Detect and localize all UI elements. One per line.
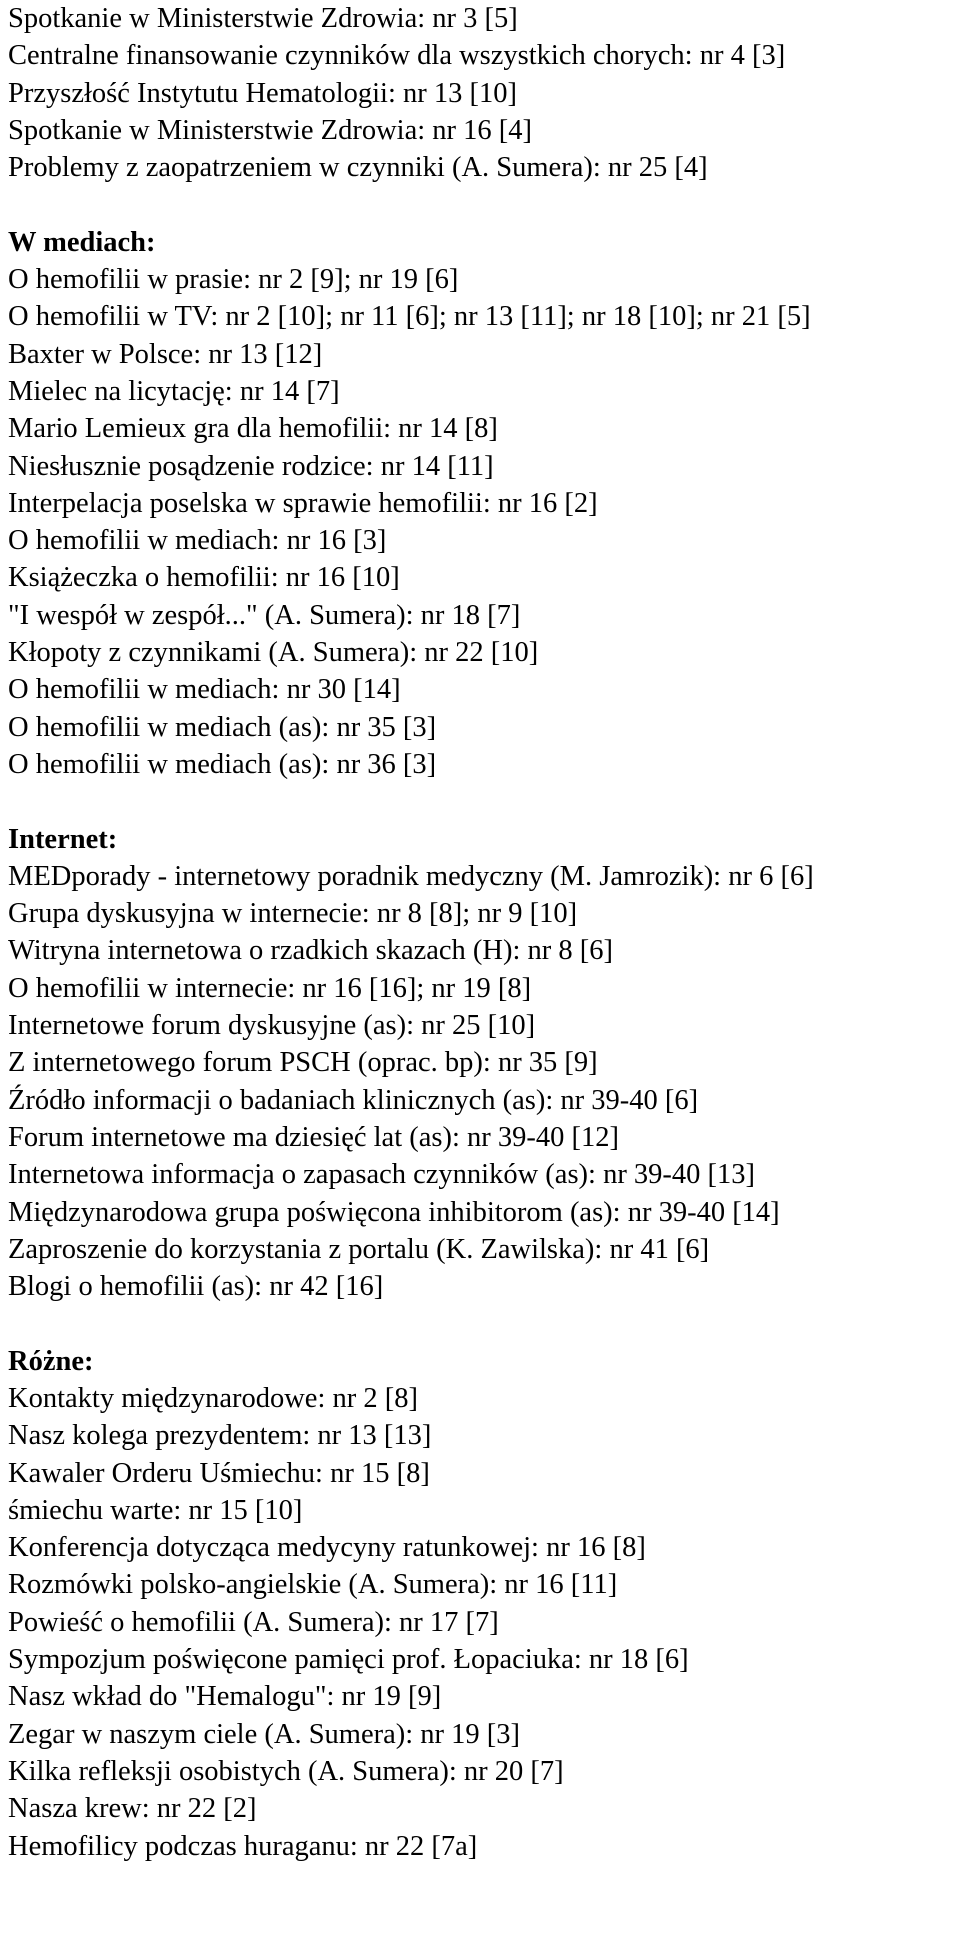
index-entry: "I wespół w zespół..." (A. Sumera): nr 18 [7] bbox=[8, 599, 521, 631]
index-entry: Spotkanie w Ministerstwie Zdrowia: nr 3 [5] bbox=[8, 3, 518, 34]
index-entry: O hemofilii w mediach (as): nr 36 [3] bbox=[8, 748, 437, 780]
index-entry: Blogi o hemofilii (as): nr 42 [16] bbox=[8, 1271, 384, 1303]
index-entry: Źródło informacji o badaniach klinicznych (as): nr 39-40 [6] bbox=[8, 1084, 699, 1116]
section-heading: Różne: bbox=[8, 1345, 94, 1377]
index-entry: MEDporady - internetowy poradnik medyczny (M. Jamrozik): nr 6 [6] bbox=[8, 860, 814, 892]
index-entry: Internetowa informacja o zapasach czynników (as): nr 39-40 [13] bbox=[8, 1159, 756, 1191]
index-entry: Powieść o hemofilii (A. Sumera): nr 17 [7] bbox=[8, 1606, 499, 1638]
index-entry: Kłopoty z czynnikami (A. Sumera): nr 22 [10] bbox=[8, 637, 539, 669]
index-entry: Rozmówki polsko-angielskie (A. Sumera): nr 16 [11] bbox=[8, 1569, 618, 1601]
index-entry: Hemofilicy podczas huraganu: nr 22 [7a] bbox=[8, 1830, 478, 1862]
index-entry: Książeczka o hemofilii: nr 16 [10] bbox=[8, 562, 400, 594]
index-entry: Kontakty międzynarodowe: nr 2 [8] bbox=[8, 1382, 418, 1414]
index-entry: O hemofilii w TV: nr 2 [10]; nr 11 [6]; nr 13 [11]; nr 18 [10]; nr 21 [5] bbox=[8, 301, 811, 333]
section-gap bbox=[8, 186, 960, 223]
index-entry: Centralne finansowanie czynników dla wszystkich chorych: nr 4 [3] bbox=[8, 40, 786, 72]
index-entry: Forum internetowe ma dziesięć lat (as): nr 39-40 [12] bbox=[8, 1121, 619, 1153]
index-entry: Witryna internetowa o rzadkich skazach (H): nr 8 [6] bbox=[8, 935, 614, 967]
index-entry: Mielec na licytację: nr 14 [7] bbox=[8, 375, 340, 407]
index-entry: Przyszłość Instytutu Hematologii: nr 13 [10] bbox=[8, 77, 517, 109]
index-entry: śmiechu warte: nr 15 [10] bbox=[8, 1494, 303, 1526]
section-heading: Internet: bbox=[8, 823, 118, 855]
index-entry: O hemofilii w internecie: nr 16 [16]; nr 19 [8] bbox=[8, 972, 532, 1004]
index-entry: Międzynarodowa grupa poświęcona inhibitorom (as): nr 39-40 [14] bbox=[8, 1196, 780, 1228]
index-entry: Kilka refleksji osobistych (A. Sumera): nr 20 [7] bbox=[8, 1755, 564, 1787]
index-entry: Zegar w naszym ciele (A. Sumera): nr 19 [3] bbox=[8, 1718, 521, 1750]
section-heading: W mediach: bbox=[8, 226, 156, 258]
index-entry: Nasz wkład do "Hemalogu": nr 19 [9] bbox=[8, 1681, 442, 1713]
index-entry: Nasz kolega prezydentem: nr 13 [13] bbox=[8, 1420, 432, 1452]
index-entry: Internetowe forum dyskusyjne (as): nr 25 [10] bbox=[8, 1010, 536, 1042]
index-entry: Grupa dyskusyjna w internecie: nr 8 [8]; nr 9 [10] bbox=[8, 898, 578, 930]
index-entry: Baxter w Polsce: nr 13 [12] bbox=[8, 338, 323, 370]
index-entry: Konferencja dotycząca medycyny ratunkowej: nr 16 [8] bbox=[8, 1532, 646, 1564]
index-entry: Nasza krew: nr 22 [2] bbox=[8, 1793, 257, 1825]
index-entry: Mario Lemieux gra dla hemofilii: nr 14 [8] bbox=[8, 413, 498, 445]
index-entry: Niesłusznie posądzenie rodzice: nr 14 [11] bbox=[8, 450, 494, 482]
section-gap bbox=[8, 783, 960, 820]
index-entry: Interpelacja poselska w sprawie hemofilii: nr 16 [2] bbox=[8, 487, 598, 519]
index-entry: Problemy z zaopatrzeniem w czynniki (A. Sumera): nr 25 [4] bbox=[8, 152, 708, 184]
index-entry: Zaproszenie do korzystania z portalu (K. Zawilska): nr 41 [6] bbox=[8, 1233, 710, 1265]
index-entry: Kawaler Orderu Uśmiechu: nr 15 [8] bbox=[8, 1457, 430, 1489]
index-entry: Spotkanie w Ministerstwie Zdrowia: nr 16 [4] bbox=[8, 114, 532, 146]
index-entry: O hemofilii w mediach: nr 30 [14] bbox=[8, 674, 401, 706]
index-entry: Sympozjum poświęcone pamięci prof. Łopaciuka: nr 18 [6] bbox=[8, 1644, 689, 1676]
index-entry: O hemofilii w mediach: nr 16 [3] bbox=[8, 525, 387, 557]
index-entry: O hemofilii w prasie: nr 2 [9]; nr 19 [6] bbox=[8, 264, 459, 296]
section-gap bbox=[8, 1305, 960, 1342]
index-entry: Z internetowego forum PSCH (oprac. bp): nr 35 [9] bbox=[8, 1047, 598, 1079]
index-entry: O hemofilii w mediach (as): nr 35 [3] bbox=[8, 711, 437, 743]
